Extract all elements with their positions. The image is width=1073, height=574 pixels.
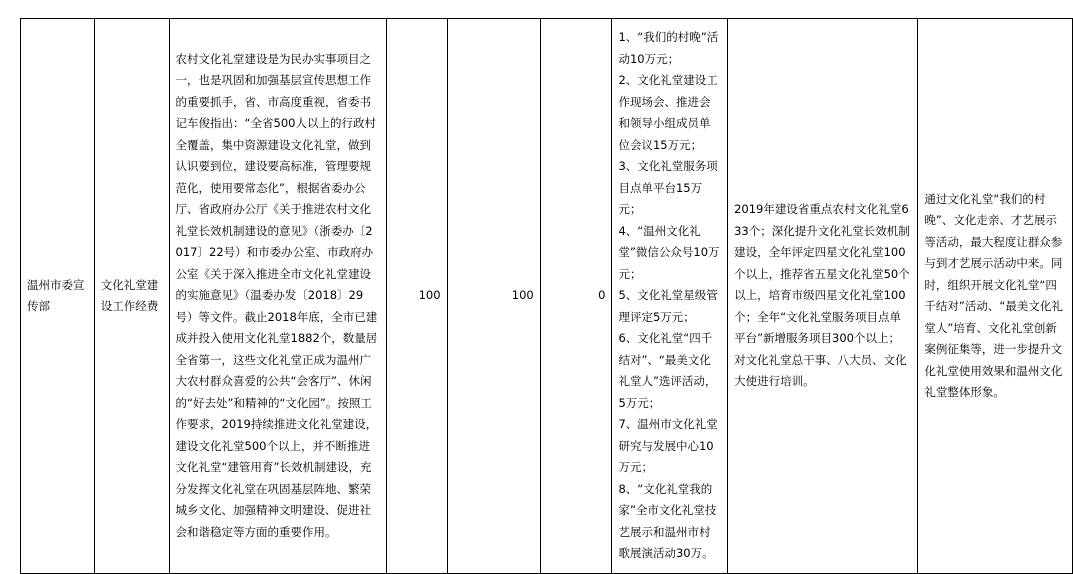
expense-item: 5、文化礼堂星级管理评定5万元； xyxy=(618,288,718,324)
expense-item: 8、“文化礼堂我的家”全市文化礼堂技艺展示和温州市村歌展演活动30万。 xyxy=(618,481,717,561)
department-cell: 温州市委宣传部 xyxy=(21,19,95,574)
project-name-cell: 文化礼堂建设工作经费 xyxy=(94,19,169,574)
expense-item: 7、温州市文化礼堂研究与发展中心10万元； xyxy=(618,417,718,475)
expense-item: 4、“温州文化礼堂”微信公众号10万元； xyxy=(618,223,720,281)
expense-item: 1、“我们的村晚”活动10万元； xyxy=(618,30,719,66)
performance-target-cell: 2019年建设省重点农村文化礼堂633个；深化提升文化礼堂长效机制建设，全年评定四星文化礼堂100个以上，推荐省五星文化礼堂50个以上，培育市级四星文化礼堂100个；全年“文化礼堂服务项目点单平台”新增服务项目300个以上；对文化礼堂总干事、八大员、文化大使进行培训。 xyxy=(728,19,918,574)
budget-table xyxy=(20,18,1073,574)
expense-item: 6、文化礼堂“四千结对”、“最美文化礼堂人”选评活动，5万元； xyxy=(618,331,717,410)
amount-other-cell: 0 xyxy=(540,19,612,574)
table-row xyxy=(21,19,1073,574)
amount-fiscal-cell: 100 xyxy=(447,19,540,574)
expense-item: 3、文化礼堂服务项目点单平台15万元； xyxy=(618,159,718,217)
expense-item: 2、文化礼堂建设工作现场会、推进会和领导小组成员单位会议15万元； xyxy=(618,73,718,152)
expense-content-cell xyxy=(612,19,728,574)
amount-total-cell: 100 xyxy=(386,19,447,574)
project-basis-cell: 农村文化礼堂建设是为民办实事项目之一，也是巩固和加强基层宣传思想工作的重要抓手，省、市高度重视，省委书记车俊指出：“全省500人以上的行政村全覆盖，集中资源建设文化礼堂，做到认识要到位，建设要高标准，管理要规范化，使用要常态化”，根据省委办公厅、省政府办公厅《关于推进农村文化礼堂长效机制建设的意见》（浙委办〔2017〕22号）和市委办公室、市政府办公室《关于深入推进全市文化礼堂建设的实施意见》（温委办发〔2018〕29号）等文件。截止2018年底，全市已建成并投入使用文化礼堂1882个，数量居全省第一，这些文化礼堂正成为温州广大农村群众喜爱的公共“会客厅”、休闲的“好去处”和精神的“文化园”。按照工作要求，2019持续推进文化礼堂建设，建设文化礼堂500个以上，并不断推进文化礼堂“建管用育”长效机制建设，充分发挥文化礼堂在巩固基层阵地、繁荣城乡文化、加强精神文明建设、促进社会和谐稳定等方面的重要作用。 xyxy=(169,19,386,574)
performance-goal-cell: 通过文化礼堂“我们的村晚”、文化走亲、才艺展示等活动，最大程度让群众参与到才艺展示活动中来。同时，组织开展文化礼堂“四千结对”活动、“最美文化礼堂人”培育、文化礼堂创新案例征集等，进一步提升文化礼堂使用效果和温州文化礼堂整体形象。 xyxy=(918,19,1073,574)
